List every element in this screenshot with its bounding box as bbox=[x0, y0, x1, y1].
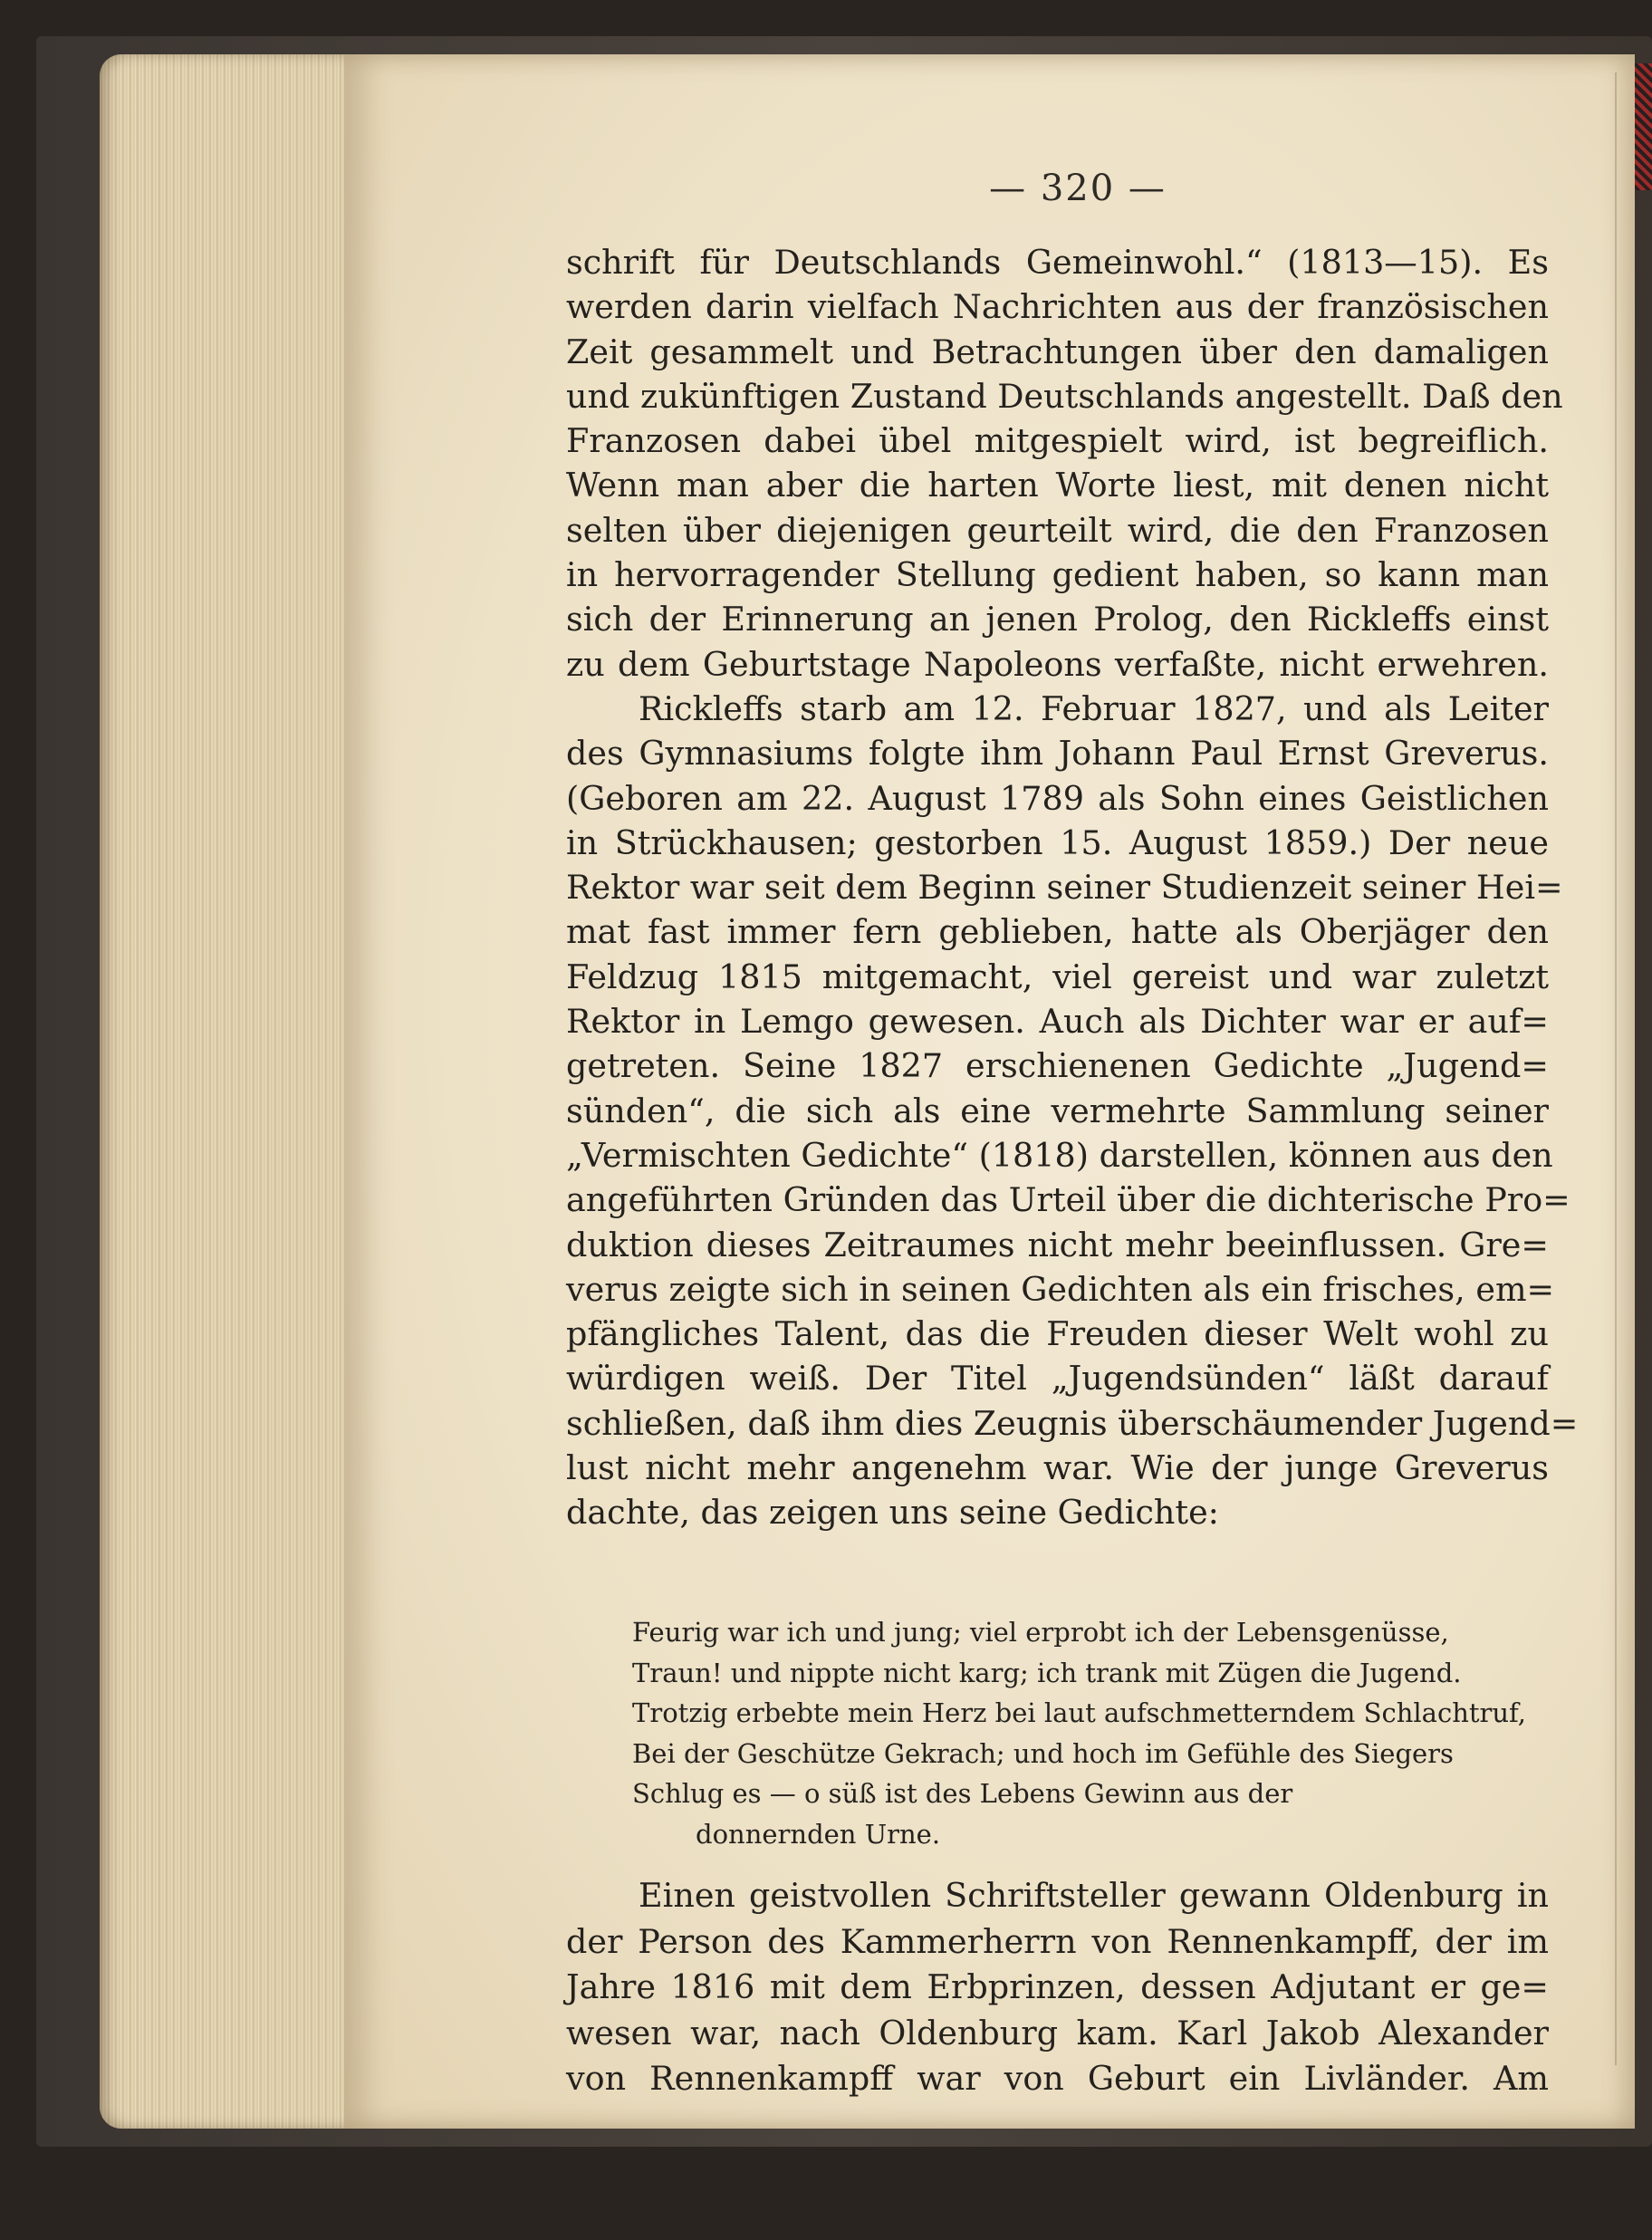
text-line: verus zeigte sich in seinen Gedichten als ein frisches, em= bbox=[566, 1269, 1555, 1309]
text-line: in hervorragender Stellung gedient haben, so kann man bbox=[566, 555, 1549, 595]
page-number: — 320 — bbox=[989, 168, 1167, 209]
text-line: Franzosen dabei übel mitgespielt wird, ist begreiflich. bbox=[566, 421, 1549, 461]
poem-line: Traun! und nippte nicht karg; ich trank mit Zügen die Jugend. bbox=[632, 1657, 1462, 1688]
page-gutter bbox=[1615, 72, 1617, 2065]
text-line: der Person des Kammerherrn von Rennenkampff, der im bbox=[566, 1921, 1549, 1961]
text-line: Wenn man aber die harten Worte liest, mit denen nicht bbox=[566, 466, 1549, 505]
text-line: und zukünftigen Zustand Deutschlands angestellt. Daß den bbox=[566, 376, 1563, 416]
text-line: selten über diejenigen geurteilt wird, die den Franzosen bbox=[566, 510, 1549, 550]
text-line: würdigen weiß. Der Titel „Jugendsünden“ läßt darauf bbox=[566, 1359, 1549, 1399]
page-block-edges bbox=[100, 54, 353, 2129]
text-line: pfängliches Talent, das die Freuden dieser Welt wohl zu bbox=[566, 1314, 1549, 1354]
text-line: Einen geistvollen Schriftsteller gewann Oldenburg in bbox=[639, 1876, 1549, 1915]
text-line: getreten. Seine 1827 erschienenen Gedichte „Jugend= bbox=[566, 1046, 1549, 1086]
text-line: schrift für Deutschlands Gemeinwohl.“ (1813—15). Es bbox=[566, 243, 1549, 282]
text-line: Rektor in Lemgo gewesen. Auch als Dichter war er auf= bbox=[566, 1002, 1549, 1042]
text-line: „Vermischten Gedichte“ (1818) darstellen, können aus den bbox=[566, 1135, 1553, 1175]
book-page bbox=[344, 54, 1635, 2129]
text-line: in Strückhausen; gestorben 15. August 1859.) Der neue bbox=[566, 822, 1549, 862]
text-line: Zeit gesammelt und Betrachtungen über den damaligen bbox=[566, 332, 1549, 371]
text-line: zu dem Geburtstage Napoleons verfaßte, nicht erwehren. bbox=[566, 644, 1549, 684]
poem-line: Schlug es — o süß ist des Lebens Gewinn aus der bbox=[632, 1778, 1293, 1809]
poem-line: Trotzig erbebte mein Herz bei laut aufschmetterndem Schlachtruf, bbox=[632, 1697, 1526, 1728]
text-line: duktion dieses Zeitraumes nicht mehr beeinflussen. Gre= bbox=[566, 1225, 1549, 1264]
poem-line: donnernden Urne. bbox=[696, 1818, 941, 1850]
text-line: (Geboren am 22. August 1789 als Sohn eines Geistlichen bbox=[566, 778, 1549, 818]
body-text bbox=[566, 240, 1579, 1535]
text-line: von Rennenkampff war von Geburt ein Livländer. Am bbox=[566, 2059, 1549, 2098]
text-line: sich der Erinnerung an jenen Prolog, den Rickleffs einst bbox=[566, 600, 1549, 639]
text-line: Feldzug 1815 mitgemacht, viel gereist und war zuletzt bbox=[566, 957, 1549, 996]
text-line: schließen, daß ihm dies Zeugnis überschäumender Jugend= bbox=[566, 1403, 1579, 1443]
poem-line: Bei der Geschütze Gekrach; und hoch im Gefühle des Siegers bbox=[632, 1737, 1454, 1769]
poem-quote bbox=[632, 1612, 1538, 1854]
text-line: lust nicht mehr angenehm war. Wie der junge Greverus bbox=[566, 1448, 1549, 1488]
poem-line: Feurig war ich und jung; viel erprobt ich der Lebensgenüsse, bbox=[632, 1617, 1449, 1648]
text-line: Rektor war seit dem Beginn seiner Studienzeit seiner Hei= bbox=[566, 868, 1563, 908]
text-line: werden darin vielfach Nachrichten aus der französischen bbox=[566, 287, 1549, 327]
text-line: wesen war, nach Oldenburg kam. Karl Jakob Alexander bbox=[566, 2013, 1549, 2053]
text-line: angeführten Gründen das Urteil über die dichterische Pro= bbox=[566, 1180, 1570, 1220]
body-text-continued bbox=[566, 1873, 1549, 2102]
text-line: Jahre 1816 mit dem Erbprinzen, dessen Adjutant er ge= bbox=[566, 1967, 1549, 2006]
text-line: Rickleffs starb am 12. Februar 1827, und als Leiter bbox=[639, 688, 1549, 728]
text-line: mat fast immer fern geblieben, hatte als Oberjäger den bbox=[566, 912, 1549, 952]
text-line: sünden“, die sich als eine vermehrte Sammlung seiner bbox=[566, 1091, 1549, 1130]
text-line: des Gymnasiums folgte ihm Johann Paul Ernst Greverus. bbox=[566, 734, 1549, 774]
text-line: dachte, das zeigen uns seine Gedichte: bbox=[566, 1493, 1219, 1533]
